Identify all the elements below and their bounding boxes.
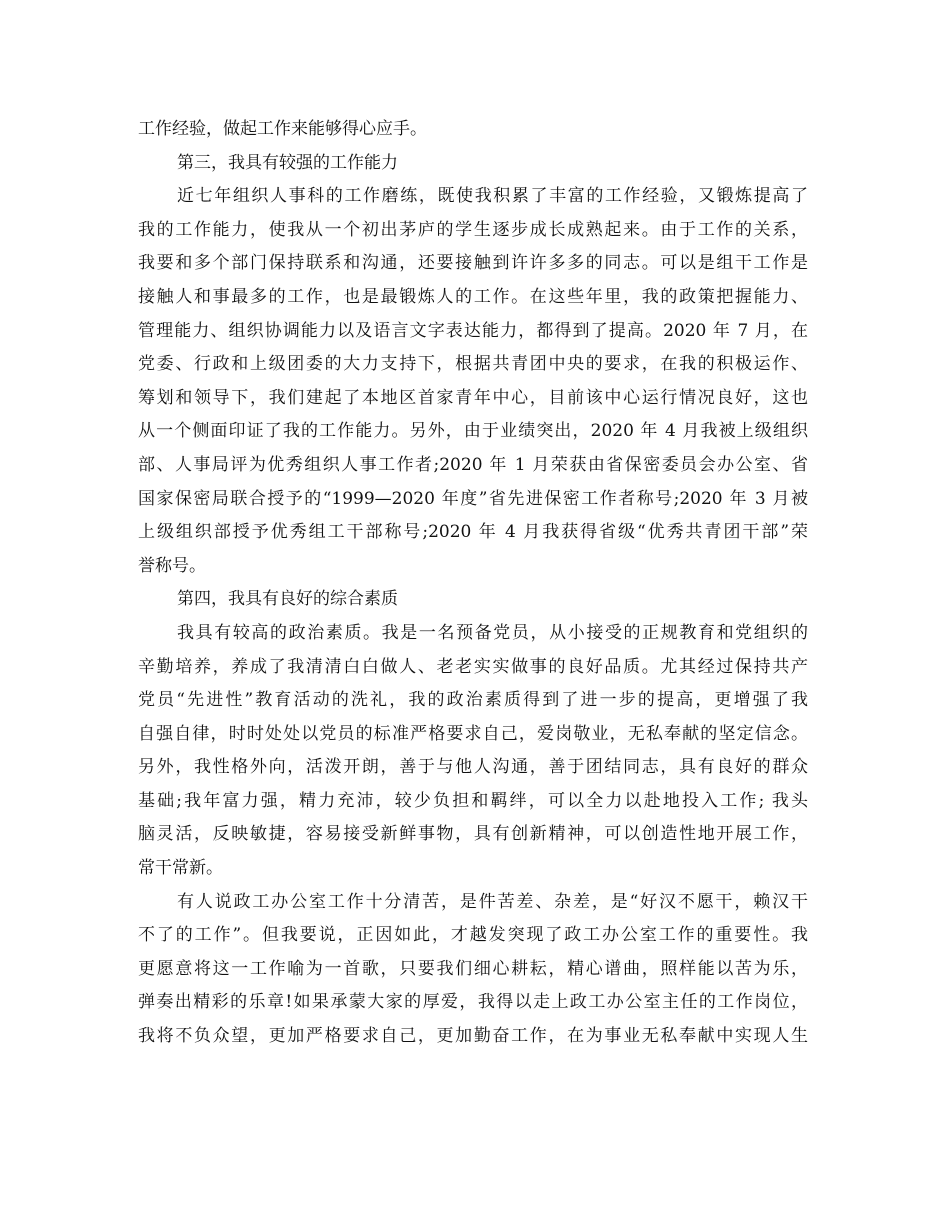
paragraph-line: 更愿意将这一工作喻为一首歌，只要我们细心耕耘，精心谱曲，照样能以苦为乐， (138, 958, 808, 979)
paragraph-line: 管理能力、组织协调能力以及语言文字表达能力，都得到了提高。2020 年 7 月，在 (138, 320, 808, 341)
paragraph-line: 脑灵活，反映敏捷，容易接受新鲜事物，具有创新精神，可以创造性地开展工作， (138, 824, 808, 845)
paragraph-line: 自强自律，时时处处以党员的标准严格要求自己，爱岗敬业，无私奉献的坚定信念。 (138, 723, 808, 744)
paragraph-line: 近七年组织人事科的工作磨练，既使我积累了丰富的工作经验，又锻炼提高了 (177, 186, 808, 207)
section-heading: 第三，我具有较强的工作能力 (177, 152, 398, 173)
section-heading: 第四，我具有良好的综合素质 (177, 589, 398, 610)
paragraph-line: 辛勤培养，养成了我清清白白做人、老老实实做事的良好品质。尤其经过保持共产 (138, 656, 808, 677)
paragraph-line: 我具有较高的政治素质。我是一名预备党员，从小接受的正规教育和党组织的 (177, 622, 808, 643)
paragraph-line: 常干常新。 (138, 858, 223, 879)
paragraph-line: 基础;我年富力强，精力充沛，较少负担和羁绊，可以全力以赴地投入工作; 我头 (138, 790, 808, 811)
paragraph-line: 工作经验，做起工作来能够得心应手。 (138, 119, 427, 139)
paragraph-line: 有人说政工办公室工作十分清苦，是件苦差、杂差，是“好汉不愿干，赖汉干 (177, 891, 808, 912)
document-body (138, 113, 823, 1054)
paragraph-line: 弹奏出精彩的乐章!如果承蒙大家的厚爱，我得以走上政工办公室主任的工作岗位， (138, 992, 808, 1013)
paragraph-line: 我要和多个部门保持联系和沟通，还要接触到许许多多的同志。可以是组干工作是 (138, 253, 808, 274)
paragraph-line: 筹划和领导下，我们建起了本地区首家青年中心，目前该中心运行情况良好，这也 (138, 387, 808, 408)
paragraph-line: 不了的工作”。但我要说，正因如此，才越发突现了政工办公室工作的重要性。我 (138, 925, 808, 946)
paragraph-line: 国家保密局联合授予的“1999—2020 年度”省先进保密工作者称号;2020 年 3 月被 (138, 488, 808, 509)
paragraph-line: 从一个侧面印证了我的工作能力。另外，由于业绩突出，2020 年 4 月我被上级组织 (138, 421, 808, 442)
paragraph-line: 誉称号。 (138, 555, 206, 576)
paragraph-line: 部、人事局评为优秀组织人事工作者;2020 年 1 月荣获由省保密委员会办公室、省 (138, 454, 808, 475)
paragraph-line: 党委、行政和上级团委的大力支持下，根据共青团中央的要求，在我的积极运作、 (138, 354, 808, 375)
paragraph-line: 接触人和事最多的工作，也是最锻炼人的工作。在这些年里，我的政策把握能力、 (138, 286, 808, 307)
paragraph-line: 另外，我性格外向，活泼开朗，善于与他人沟通，善于团结同志，具有良好的群众 (138, 757, 808, 778)
paragraph-line: 上级组织部授予优秀组工干部称号;2020 年 4 月我获得省级“优秀共青团干部”荣 (138, 522, 808, 543)
paragraph-line: 党员“先进性”教育活动的洗礼，我的政治素质得到了进一步的提高，更增强了我 (138, 690, 808, 711)
paragraph-line: 我的工作能力，使我从一个初出茅庐的学生逐步成长成熟起来。由于工作的关系， (138, 219, 808, 240)
paragraph-line: 我将不负众望，更加严格要求自己，更加勤奋工作，在为事业无私奉献中实现人生 (138, 1026, 808, 1047)
